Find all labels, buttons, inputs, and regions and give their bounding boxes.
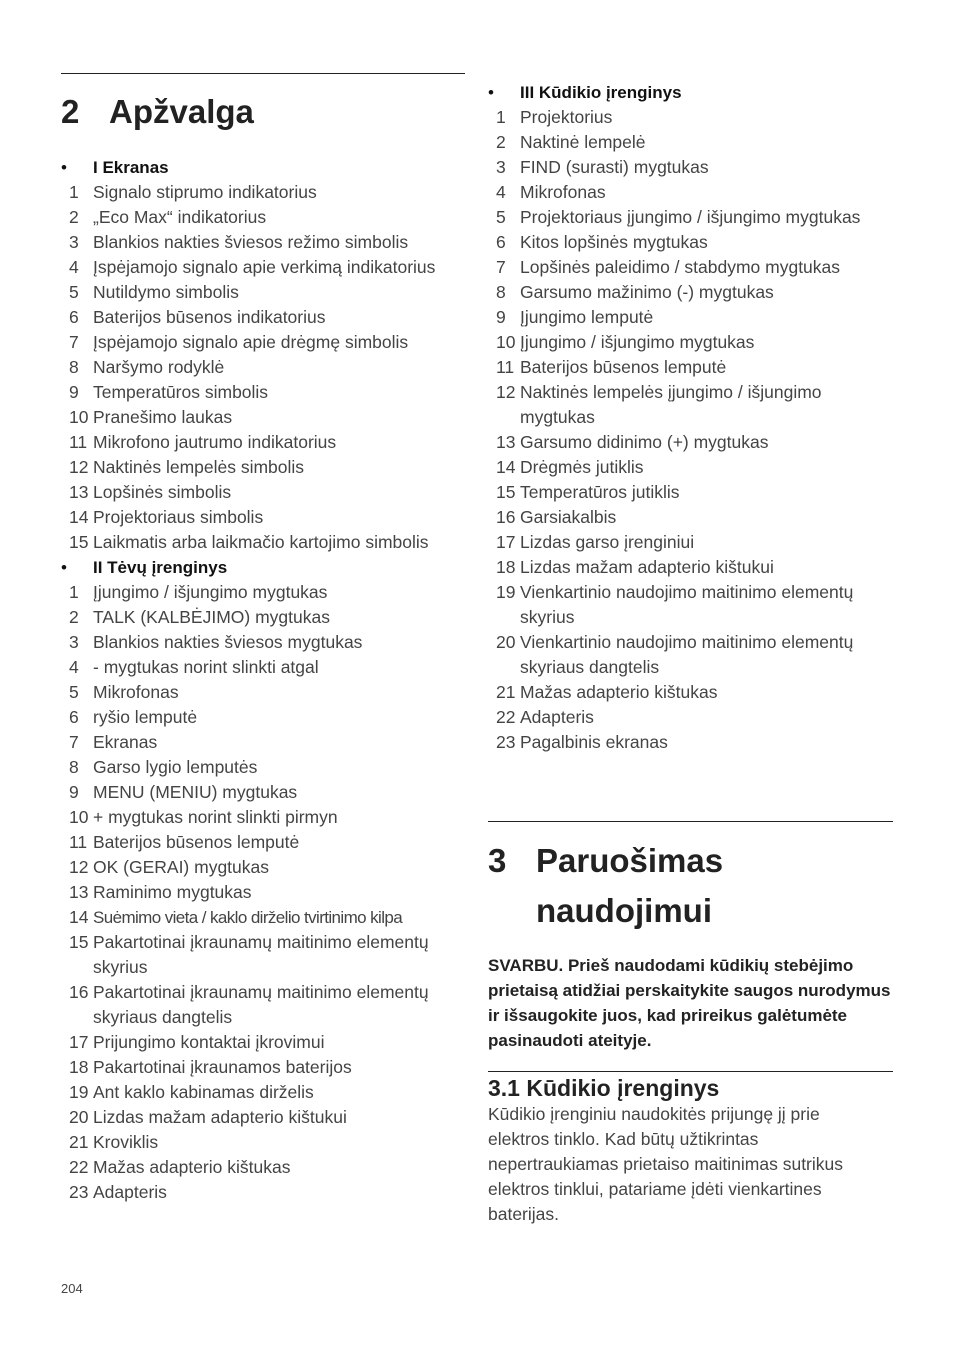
item-number: 5: [69, 682, 79, 702]
list-item: [488, 255, 893, 280]
item-number-cell: [61, 855, 93, 880]
chapter-3-rule: [488, 821, 893, 822]
item-number: 10: [69, 407, 89, 427]
list-item: [488, 305, 893, 330]
item-number: 17: [69, 1032, 89, 1052]
item-text: Įjungimo lemputė: [520, 307, 654, 327]
item-number: 16: [496, 507, 516, 527]
item-number: 4: [69, 657, 79, 677]
item-number-cell: [488, 355, 520, 380]
item-number-cell: [61, 730, 93, 755]
bullet-icon: •: [61, 158, 67, 177]
item-number-cell: [61, 1155, 93, 1180]
item-text: Mikrofonas: [93, 682, 179, 702]
item-number-cell: [61, 1105, 93, 1130]
group-title: I Ekranas: [93, 158, 169, 177]
item-text: Signalo stiprumo indikatorius: [93, 182, 317, 202]
item-text: + mygtukas norint slinkti pirmyn: [93, 807, 338, 827]
item-text: Įjungimo / išjungimo mygtukas: [520, 332, 755, 352]
item-number-cell: [61, 1130, 93, 1155]
item-text: Lizdas mažam adapterio kištukui: [93, 1107, 347, 1127]
item-text: Raminimo mygtukas: [93, 882, 252, 902]
item-number: 22: [69, 1157, 89, 1177]
item-text: Garsumo didinimo (+) mygtukas: [520, 432, 769, 452]
item-text: Naktinės lempelės įjungimo / išjungimo mygtukas: [520, 382, 822, 427]
item-number: 21: [496, 682, 516, 702]
list-item: [61, 205, 465, 230]
item-text: Kitos lopšinės mygtukas: [520, 232, 708, 252]
list-item: [488, 105, 893, 130]
list-item: [488, 680, 893, 705]
item-number: 5: [496, 207, 506, 227]
item-text: Mažas adapterio kištukas: [93, 1157, 291, 1177]
list-item: [488, 130, 893, 155]
item-text: Ant kaklo kabinamas dirželis: [93, 1082, 314, 1102]
item-number: 8: [69, 357, 79, 377]
list-item: [61, 1155, 465, 1180]
item-number-cell: [488, 130, 520, 155]
list-item: [61, 1080, 465, 1105]
list-item: [61, 255, 465, 280]
list-item: [61, 505, 465, 530]
item-text: Projektoriaus įjungimo / išjungimo mygtukas: [520, 207, 861, 227]
item-text: Įspėjamojo signalo apie drėgmę simbolis: [93, 332, 409, 352]
list-item: [61, 805, 465, 830]
item-number-cell: [61, 1080, 93, 1105]
list-item: [488, 580, 893, 630]
list-item: [61, 180, 465, 205]
bullet-icon: •: [488, 83, 494, 102]
list-item: [61, 1030, 465, 1055]
item-number: 14: [69, 507, 89, 527]
list-item: [61, 755, 465, 780]
item-number-cell: [61, 805, 93, 830]
item-number: 7: [496, 257, 506, 277]
group-baby-unit: [488, 80, 893, 755]
list-item: [61, 405, 465, 430]
item-text: MENU (MENIU) mygtukas: [93, 782, 298, 802]
item-text: Lopšinės paleidimo / stabdymo mygtukas: [520, 257, 841, 277]
item-number-cell: [61, 205, 93, 230]
chapter-number: 3: [488, 842, 507, 879]
item-number-cell: [61, 355, 93, 380]
item-number-cell: [488, 730, 520, 755]
item-number: 14: [496, 457, 516, 477]
item-number: 12: [69, 457, 89, 477]
item-number-cell: [488, 255, 520, 280]
item-number: 12: [69, 857, 89, 877]
item-number-cell: [488, 205, 520, 230]
list-item: [61, 980, 465, 1030]
item-number: 23: [496, 732, 516, 752]
item-number: 2: [69, 607, 79, 627]
item-number: 20: [496, 632, 516, 652]
item-text: Mikrofono jautrumo indikatorius: [93, 432, 337, 452]
item-text: Naktinės lempelės simbolis: [93, 457, 305, 477]
item-text: Lizdas mažam adapterio kištukui: [520, 557, 774, 577]
item-number: 9: [69, 382, 79, 402]
item-number-cell: [61, 930, 93, 980]
item-number-cell: [488, 430, 520, 455]
item-text: Baterijos būsenos lemputė: [520, 357, 727, 377]
item-text: Baterijos būsenos indikatorius: [93, 307, 326, 327]
item-number: 1: [69, 182, 79, 202]
item-number-cell: [61, 430, 93, 455]
item-number-cell: [488, 505, 520, 530]
list-item: [61, 455, 465, 480]
item-number: 18: [69, 1057, 89, 1077]
important-notice: SVARBU. Prieš naudodami kūdikių stebėjimo prietaisą atidžiai perskaitykite saugos nurodymus ir išsaugokite juos, kad prireikus galėtumėte pasinaudoti ateityje.: [488, 956, 891, 1050]
list-item: [488, 330, 893, 355]
item-number-cell: [488, 530, 520, 555]
overview-list-left: [61, 155, 465, 1205]
item-text: Temperatūros simbolis: [93, 382, 269, 402]
item-text: Laikmatis arba laikmačio kartojimo simbolis: [93, 532, 429, 552]
item-text: Ekranas: [93, 732, 158, 752]
item-number-cell: [488, 680, 520, 705]
item-number-cell: [61, 405, 93, 430]
list-item: [61, 1180, 465, 1205]
item-number-cell: [61, 705, 93, 730]
list-item: [488, 180, 893, 205]
item-number-cell: [61, 180, 93, 205]
item-number-cell: [488, 380, 520, 430]
item-number-cell: [61, 230, 93, 255]
list-item: [488, 480, 893, 505]
item-number-cell: [488, 180, 520, 205]
item-text: TALK (KALBĖJIMO) mygtukas: [93, 607, 330, 627]
list-item: [61, 930, 465, 980]
item-text: Naktinė lempelė: [520, 132, 646, 152]
item-number: 2: [496, 132, 506, 152]
list-item: [488, 355, 893, 380]
item-number: 10: [69, 807, 89, 827]
item-number: 6: [69, 707, 79, 727]
item-text: Lizdas garso įrenginiui: [520, 532, 695, 552]
item-number: 13: [69, 482, 89, 502]
list-item: [61, 655, 465, 680]
group-heading: [61, 155, 465, 180]
list-item: [61, 780, 465, 805]
item-number: 12: [496, 382, 516, 402]
section-rule: [488, 1071, 893, 1072]
item-number-cell: [61, 330, 93, 355]
group-heading: [488, 80, 893, 105]
item-number-cell: [61, 780, 93, 805]
list-item: [488, 205, 893, 230]
chapter-title-text: Apžvalga: [109, 93, 254, 130]
item-text: Naršymo rodyklė: [93, 357, 225, 377]
item-number: 13: [69, 882, 89, 902]
item-text: Temperatūros jutiklis: [520, 482, 680, 502]
overview-list-right: [488, 80, 893, 755]
item-text: Adapteris: [520, 707, 594, 727]
item-number-cell: [61, 505, 93, 530]
item-number: 15: [69, 532, 89, 552]
list-item: [488, 505, 893, 530]
item-number: 1: [69, 582, 79, 602]
chapter-title-line-2: naudojimui: [536, 892, 712, 929]
item-text: Drėgmės jutiklis: [520, 457, 644, 477]
item-text: Mikrofonas: [520, 182, 606, 202]
item-number-cell: [61, 455, 93, 480]
item-number: 4: [496, 182, 506, 202]
list-item: [488, 380, 893, 430]
list-item: [488, 730, 893, 755]
item-number-cell: [61, 655, 93, 680]
list-item: [61, 1105, 465, 1130]
item-text: - mygtukas norint slinkti atgal: [93, 657, 319, 677]
item-text: Pakartotinai įkraunamos baterijos: [93, 1057, 352, 1077]
item-number: 23: [69, 1182, 89, 1202]
list-item: [488, 530, 893, 555]
list-item: [61, 230, 465, 255]
chapter-title-line-1: Paruošimas: [536, 842, 724, 879]
list-item: [488, 455, 893, 480]
chapter-rule: [61, 73, 465, 74]
item-number: 7: [69, 332, 79, 352]
item-text: Garsiakalbis: [520, 507, 617, 527]
item-number: 9: [496, 307, 506, 327]
item-number-cell: [61, 580, 93, 605]
item-number-cell: [488, 480, 520, 505]
item-number-cell: [61, 605, 93, 630]
item-number-cell: [488, 155, 520, 180]
list-item: [61, 430, 465, 455]
item-number-cell: [61, 755, 93, 780]
list-item: [61, 830, 465, 855]
item-number-cell: [488, 305, 520, 330]
list-item: [61, 680, 465, 705]
group-screen: [61, 155, 465, 555]
item-number-cell: [488, 630, 520, 680]
item-number: 3: [69, 232, 79, 252]
item-number-cell: [488, 455, 520, 480]
item-text: Prijungimo kontaktai įkrovimui: [93, 1032, 325, 1052]
item-text: Garso lygio lemputės: [93, 757, 258, 777]
item-number-cell: [488, 705, 520, 730]
item-number-cell: [61, 980, 93, 1030]
list-item: [61, 730, 465, 755]
item-number: 10: [496, 332, 516, 352]
item-number-cell: [488, 280, 520, 305]
list-item: [488, 430, 893, 455]
list-item: [61, 705, 465, 730]
list-item: [61, 1055, 465, 1080]
item-number: 22: [496, 707, 516, 727]
item-number-cell: [61, 680, 93, 705]
item-number: 6: [496, 232, 506, 252]
item-number-cell: [61, 1055, 93, 1080]
item-number-cell: [61, 905, 93, 930]
item-text: Vienkartinio naudojimo maitinimo elementų skyriaus dangtelis: [520, 632, 854, 677]
item-number: 13: [496, 432, 516, 452]
item-text: Kroviklis: [93, 1132, 159, 1152]
group-heading: [61, 555, 465, 580]
item-number-cell: [61, 305, 93, 330]
item-number-cell: [488, 230, 520, 255]
item-text: Vienkartinio naudojimo maitinimo elementų skyrius: [520, 582, 854, 627]
list-item: [61, 630, 465, 655]
item-number: 3: [496, 157, 506, 177]
section-3-1-body: Kūdikio įrenginiu naudokitės prijungę jį prie elektros tinklo. Kad būtų užtikrintas nepertraukiamas prietaiso maitinimas sutrikus elektros tinklui, patariame įdėti vienkartines baterijas.: [488, 1104, 843, 1224]
list-item: [61, 305, 465, 330]
list-item: [61, 580, 465, 605]
item-number: 19: [496, 582, 516, 602]
item-number: 14: [69, 907, 89, 927]
list-item: [488, 630, 893, 680]
item-text: „Eco Max“ indikatorius: [93, 207, 267, 227]
item-number: 7: [69, 732, 79, 752]
item-text: Pagalbinis ekranas: [520, 732, 668, 752]
list-item: [61, 880, 465, 905]
item-text: OK (GERAI) mygtukas: [93, 857, 270, 877]
item-number-cell: [488, 580, 520, 630]
item-number: 6: [69, 307, 79, 327]
item-text: Nutildymo simbolis: [93, 282, 239, 302]
item-number: 15: [496, 482, 516, 502]
item-text: FIND (surasti) mygtukas: [520, 157, 709, 177]
chapter-2-title: [61, 87, 254, 137]
item-number-cell: [61, 1180, 93, 1205]
item-number: 11: [69, 832, 88, 852]
item-number: 3: [69, 632, 79, 652]
item-text: Baterijos būsenos lemputė: [93, 832, 300, 852]
item-number-cell: [61, 380, 93, 405]
item-text: Pakartotinai įkraunamų maitinimo elementų skyriaus dangtelis: [93, 982, 429, 1027]
item-number-cell: [488, 105, 520, 130]
item-text: Projektorius: [520, 107, 613, 127]
item-text: Adapteris: [93, 1182, 167, 1202]
item-number-cell: [61, 1030, 93, 1055]
item-number: 18: [496, 557, 516, 577]
list-item: [488, 705, 893, 730]
list-item: [61, 380, 465, 405]
item-number-cell: [488, 330, 520, 355]
section-3-1-title: 3.1 Kūdikio įrenginys: [488, 1075, 720, 1101]
item-text: Suėmimo vieta / kaklo dirželio tvirtinimo kilpa: [93, 908, 403, 927]
item-text: Įspėjamojo signalo apie verkimą indikatorius: [93, 257, 436, 277]
item-text: Įjungimo / išjungimo mygtukas: [93, 582, 328, 602]
item-number: 8: [496, 282, 506, 302]
item-number: 15: [69, 932, 89, 952]
item-number: 11: [69, 432, 88, 452]
item-number: 4: [69, 257, 79, 277]
list-item: [61, 330, 465, 355]
item-number-cell: [61, 530, 93, 555]
item-text: Lopšinės simbolis: [93, 482, 232, 502]
item-number-cell: [61, 255, 93, 280]
chapter-3-title: [488, 836, 723, 936]
chapter-number: 2: [61, 93, 80, 130]
list-item: [61, 605, 465, 630]
item-text: Blankios nakties šviesos mygtukas: [93, 632, 363, 652]
list-item: [488, 230, 893, 255]
chapter-title-text: [536, 836, 723, 936]
list-item: [488, 155, 893, 180]
item-text: Mažas adapterio kištukas: [520, 682, 718, 702]
item-number: 1: [496, 107, 506, 127]
item-number: 20: [69, 1107, 89, 1127]
item-number: 16: [69, 982, 89, 1002]
item-number: 17: [496, 532, 516, 552]
item-text: Garsumo mažinimo (-) mygtukas: [520, 282, 774, 302]
item-number: 8: [69, 757, 79, 777]
item-text: ryšio lemputė: [93, 707, 198, 727]
item-number: 2: [69, 207, 79, 227]
item-number-cell: [488, 555, 520, 580]
item-number: 19: [69, 1082, 89, 1102]
item-number: 5: [69, 282, 79, 302]
item-text: Blankios nakties šviesos režimo simbolis: [93, 232, 409, 252]
item-text: Pakartotinai įkraunamų maitinimo elementų skyrius: [93, 932, 429, 977]
item-number-cell: [61, 280, 93, 305]
page-number: 204: [61, 1281, 83, 1296]
list-item: [61, 1130, 465, 1155]
list-item: [488, 555, 893, 580]
item-text: Projektoriaus simbolis: [93, 507, 264, 527]
list-item: [61, 855, 465, 880]
item-number-cell: [61, 830, 93, 855]
group-title: III Kūdikio įrenginys: [520, 83, 682, 102]
list-item: [61, 280, 465, 305]
item-number: 21: [69, 1132, 89, 1152]
item-number-cell: [61, 630, 93, 655]
list-item: [61, 355, 465, 380]
group-parent-unit: [61, 555, 465, 1205]
item-text: Pranešimo laukas: [93, 407, 233, 427]
item-number-cell: [61, 880, 93, 905]
list-item: [61, 530, 465, 555]
list-item: [488, 280, 893, 305]
bullet-icon: •: [61, 558, 67, 577]
item-number-cell: [61, 480, 93, 505]
list-item: [61, 480, 465, 505]
item-number: 11: [496, 357, 515, 377]
list-item: [61, 905, 465, 930]
group-title: II Tėvų įrenginys: [93, 558, 228, 577]
item-number: 9: [69, 782, 79, 802]
